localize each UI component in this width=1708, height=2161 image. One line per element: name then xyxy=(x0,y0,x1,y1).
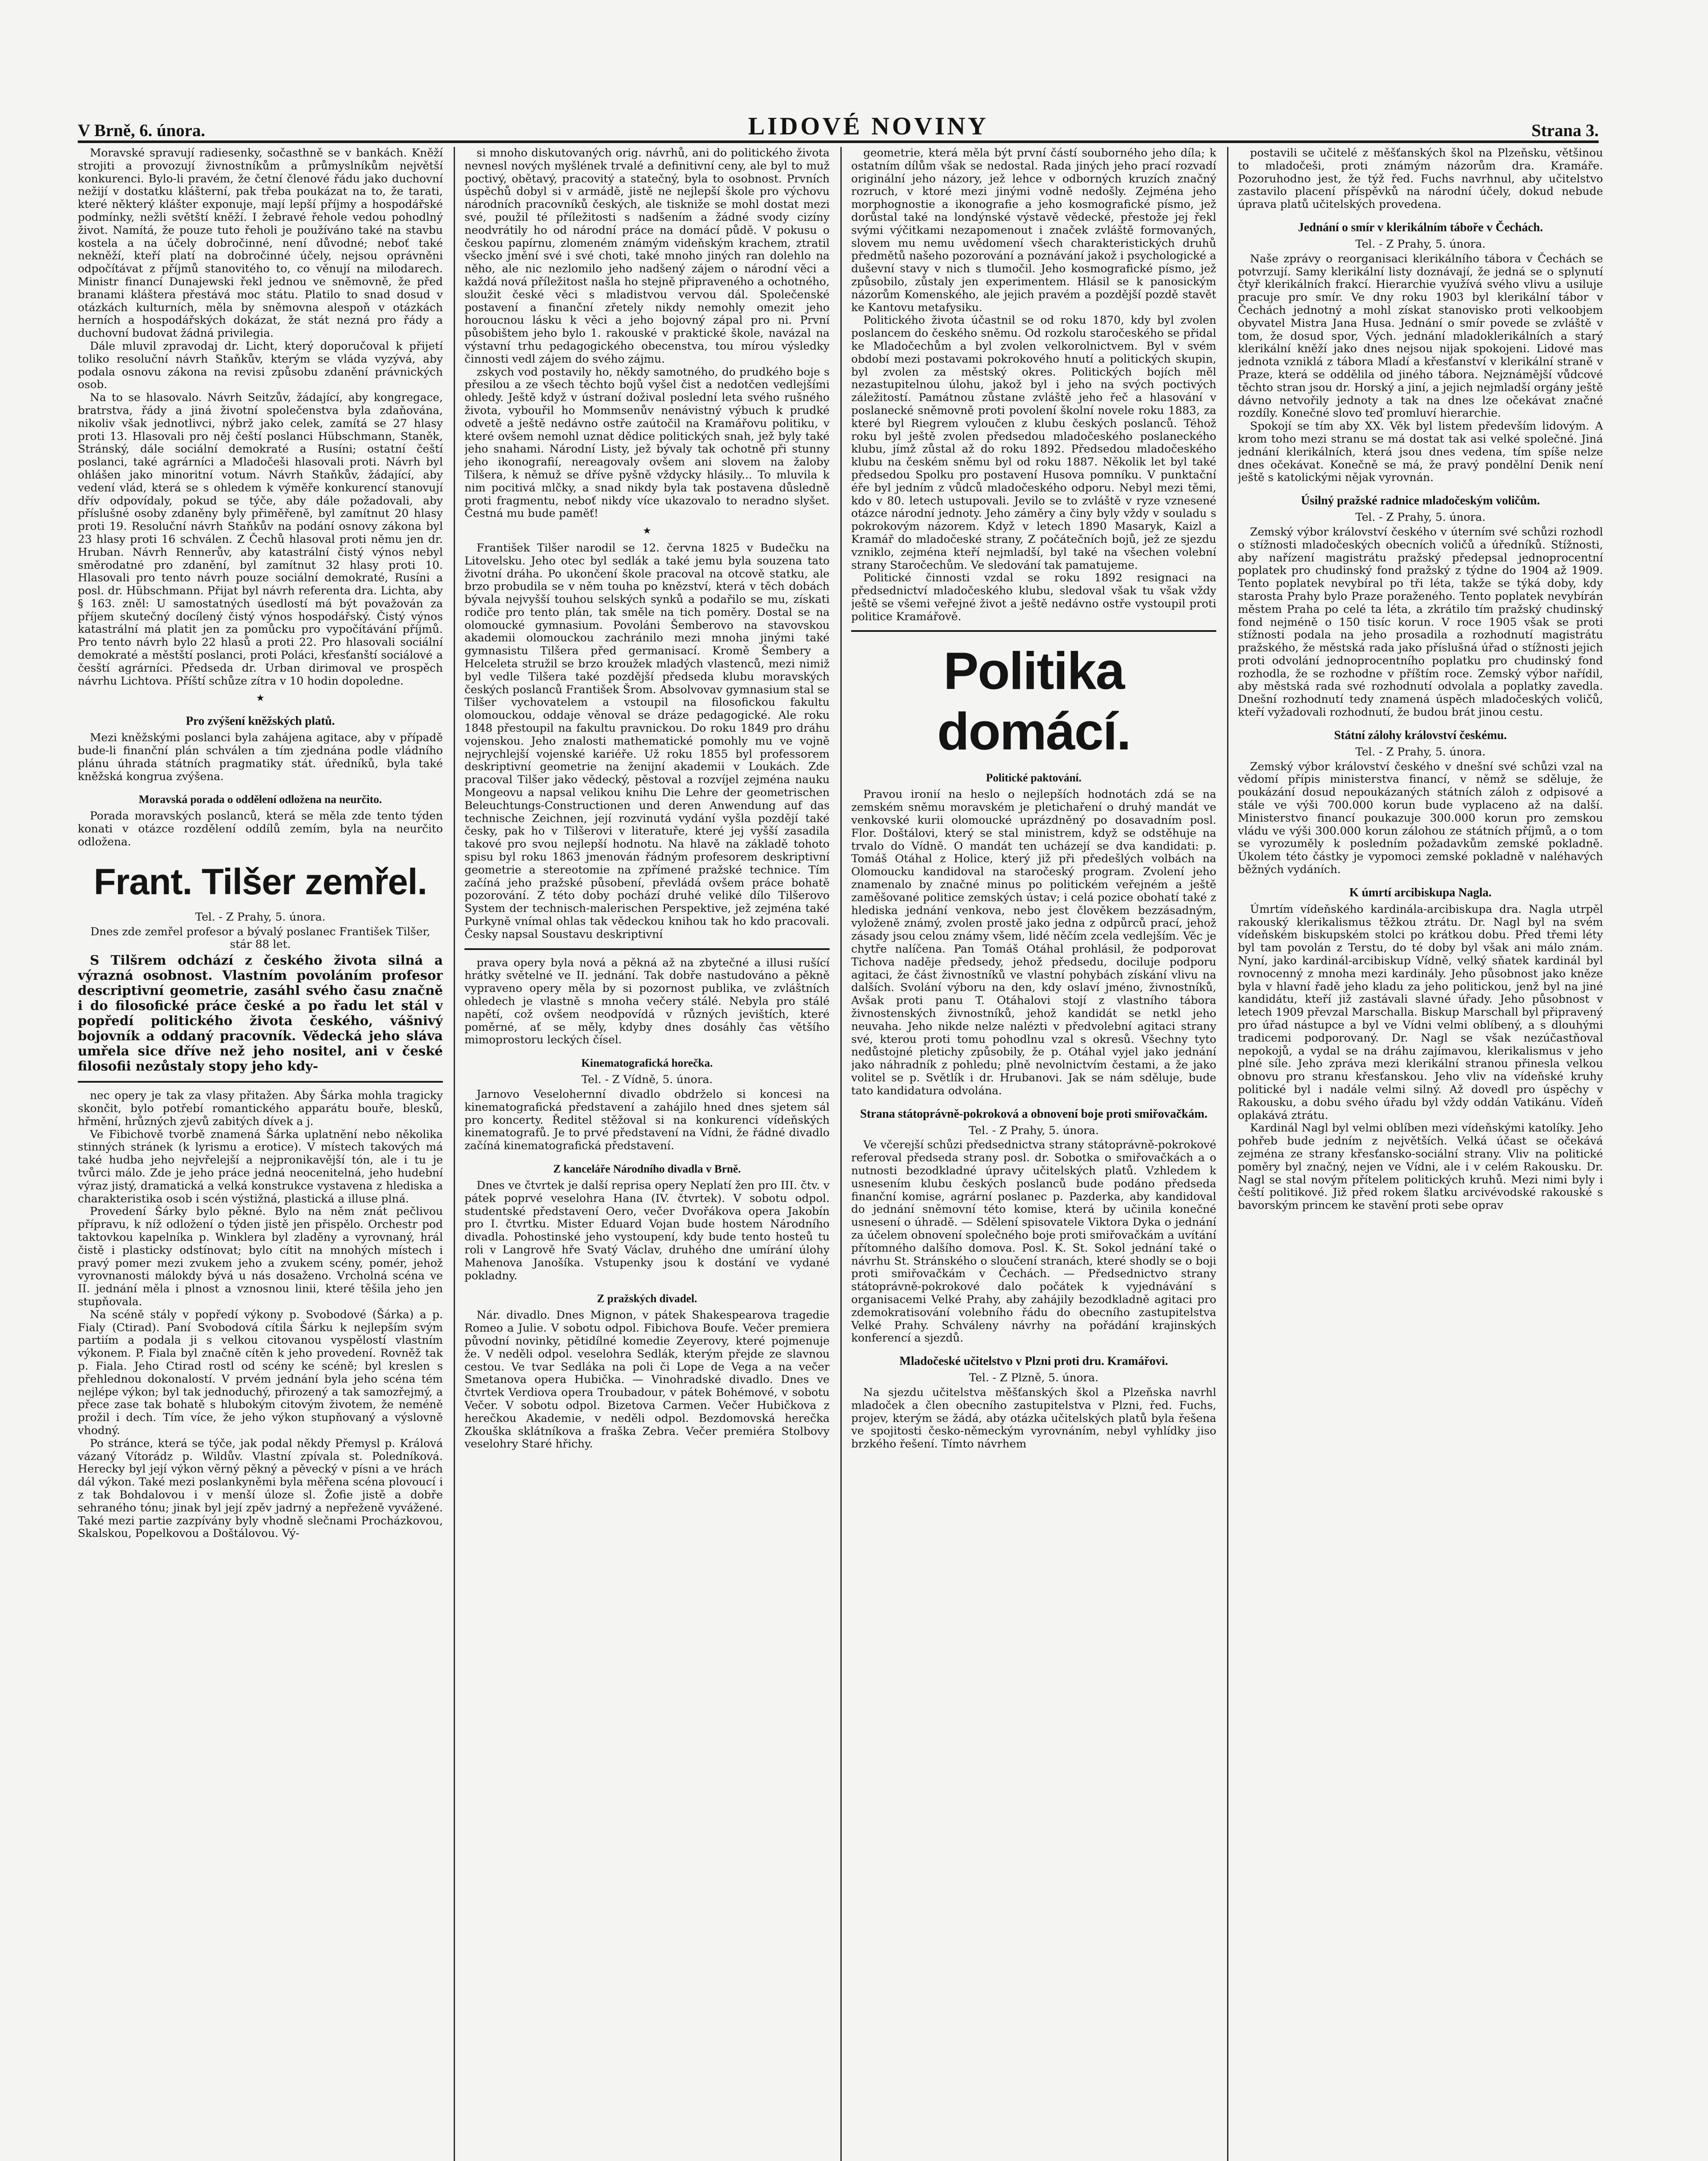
dateline: Tel. - Z Prahy, 5. února. xyxy=(1355,511,1486,524)
article-text: nec opery je tak za vlasy přitažen. Aby Šárka mohla tragicky skončit, bylo potřebí romantického apparátu bouře, blesků, hřmění, hrůzných zjevů zabitých dívek a j. xyxy=(78,1089,443,1128)
article-text: Na sjezdu učitelstva měšťanských škol a Plzeňska navrhl mladoček a člen obecního zastupitelstva v Plzni, řed. Fuchs, projev, kterým se žádá, aby otázka učitelských platů byla řešena ve spojitosti česko-německým vyrovnáním, nebyl vyhlídky jiso brzkého řešení. Tímto návrhem xyxy=(851,1386,1216,1451)
column-4 xyxy=(1238,147,1603,2161)
column-3 xyxy=(851,147,1216,2161)
article-text: Provedení Šárky bylo pěkné. Bylo na něm znát pečlivou přípravu, k níž odložení o týden jistě jen přispělo. Orchestr pod taktovkou kapelníka p. Winklera byl zladěny a vyrovnaný, hrál čistě i plasticky odstínovat; bylo cítit na mnohých místech i pravý pomer mezi zvukem jeho a zvukem scény, pomér, jehož vyrovnanosti málokdy bývá u nás dosaženo. Vrcholná scéna ve II. jednání měla i plnost a vznosnou linii, které těšila jeho jen stupňovala. xyxy=(78,1205,443,1308)
page-header xyxy=(78,110,1599,143)
article-text: prava opery byla nová a pěkná až na zbytečné a illusi rušící hrátky světelné ve II. jednání. Tak dobře nastudováno a pěkně vypraveno opery měla by si pozornost publika, ve zvláštních ohledech je vlastně s mnoha večery stálé. Nebyla pro stálé napětí, což ovšem neodpovídá v různých jevištích, které poměrné, ať se měly, kdyby dnes dosáhly čas většího mimoprostoru leckých čísel. xyxy=(464,956,830,1047)
article-text: Zemský výbor království českého v dnešní své schůzi vzal na vědomí přípis ministerstva financí, v němž se sděluje, že poukázání dosud nepoukázaných státních záloh z odpisové a stále ve výši 700.000 korun bude vyplaceno až na další. Ministerstvo financí poukazuje 300.000 korun pro zemskou vládu ve výši 300.000 korun zálohou ze státních příjmů, a o tom se vyrozuměly k posledním požadavkům zemské pokladně. Úkolem této částky je vypomoci zemské pokladně v naléhavých běžných vydáních. xyxy=(1238,760,1603,877)
dateline: Tel. - Z Prahy, 5. února. xyxy=(1355,237,1486,251)
article-heading: Strana státoprávně-pokroková a obnovení boje proti smiřovačkám. xyxy=(860,1107,1208,1121)
article-heading: Úsilný pražské radnice mladočeským voličům. xyxy=(1301,494,1540,508)
article-text: Porada moravských poslanců, která se měla zde tento týden konati v otázce rozdělení oddílů zemím, byla na neurčito odložena. xyxy=(78,810,443,849)
article-heading: K úmrtí arcibiskupa Nagla. xyxy=(1349,886,1492,899)
article-heading: Z pražských divadel. xyxy=(597,1292,697,1305)
article-heading: Státní zálohy království českému. xyxy=(1334,728,1507,742)
article-heading: Jednání o smír v klerikálním táboře v Čechách. xyxy=(1298,220,1543,234)
section-divider xyxy=(464,948,830,950)
section-divider xyxy=(78,1081,443,1083)
separator-star-icon: ★ xyxy=(256,693,265,704)
column-rule xyxy=(1227,147,1228,2161)
article-text: Jarnovo Veselohernní divadlo obdrželo si koncesi na kinematografická představení a zahájilo hned dnes sjetem sál pro koncerty. Ředitel stěžoval si na konkurenci vídeňských kinematografů. Je to prvé představení na Vídni, že řádné divadlo začíná kinematografická představení. xyxy=(464,1087,830,1153)
article-text: Ve Fibichově tvorbě znamená Šárka uplatnění nebo několika stinných stránek (k lyrismu a erotice). V místech takových má také hudba jeho nejvřelejší a nejpronikavější tón, ale i tu je tvůrci málo. Zde je jeho práce jedná neocenitelná, jeho hudební výraz jistý, dramatická a velká konstrukce vystavena z hlediska a charakteristika osob i scén výstižná, plastická a illuse plná. xyxy=(78,1128,443,1205)
article-text: postavili se učitelé z měšťanských škol na Plzeňsku, většinou to mladočeši, proti známým názorům dra. Kramáře. Pozoruhodno jest, že týž řed. Fuchs navrhnul, aby učitelstvo zastavilo placení příspěvků na národní účely, dokud nebude úprava platů učitelských provedena. xyxy=(1238,147,1603,211)
article-text: Po stránce, která se týče, jak podal někdy Přemysl p. Králová vázaný Vítorádz p. Wildův. Vlastní zpívala st. Poledníková. Herecky byl její výkon věrný pěkný a pěvecký v písni a ve hrách dál výkon. Také mezi poslankyněmi byla měřena scéna plovoucí i z tak Bohdalovou i v menší úloze sl. Žofie jistě a dobře sehraného tónu; jinak byl její zpěv jadrný a nepřeženě vyvážené. Také mezi partie zazpívány byly vhodně slečnami Procházkovou, Skalskou, Popelkovou a Doštálovou. Vý- xyxy=(78,1437,443,1540)
article-text: Politického života účastnil se od roku 1870, kdy byl zvolen poslancem do českého sněmu. Od rozkolu staročeského se přidal ke Mladočechům a byl zvolen velkorolnictvem. Byl v svém období mezi postavami pokrokového hnutí a politických skupin, byl zvolen za městský okres. Politických bojích měl nezastupitelnou úlohu, jakož byl i jeho na svých poctivých záležitostí. Památnou zůstane zvláště jeho řeč a hlasování v poslanecké sněmovně proti povolení školní novele roku 1883, za které byl Riegrem vyloučen z klubu českých poslanců. Téhož roku byl ještě zvolen předsedou mladočeského poslaneckého klubu, jímž zůstal až do roku 1892. Předsedou mladočeského klubu na českém sněmu byl od roku 1887. Několik let byl také předsedou Spolku pro postavení Husova pomníku. V punktační éře byl jedním z vůdců mladočeského odporu. Nebyl mezi těmi, kdo v 80. letech ustupovali. Jevilo se to zvláště v ryze vznesené otázce národní jednoty. Jeho záměry a činy byly vždy v souladu s pokrokovým názorem. Když v letech 1890 Masaryk, Kaizl a Kramář do mladočeské strany, Z počátečních bojů, jež ze sjezdu vzniklo, zejména kteří nejmladší, byl také na všechen volební strany Staročechům. Ve sledování tak pamatujeme. xyxy=(851,314,1216,572)
page-number: Strana 3. xyxy=(1531,121,1599,140)
article-text: Zemský výbor království českého v úterním své schůzi rozhodl o stížnosti mladočeských obecních voličů a úředníků. Stížnosti, aby nařízení magistrátu pražský předepsal jednoprocentní poplatek pro chudinský fond pražský z týdne do 1904 až 1909. Tento poplatek nevybíral po tři léta, takže se týká doby, kdy starosta Prahy bylo Praze poraženého. Tento poplatek nevybírán městem Praha po celé ta léta, a zkrátilo tím pražský chudinský fond nejméně o 150 tisíc korun. V roce 1905 však se proti stížnosti podala na jeho prosadila a rozhodnutí magistrátu pražského, že městská rada jako příslušná úřad o stížnosti jejich proti odvolání jednoprocentního poplatku pro chudinský fond rozhodla, že se rozhodne v příštím roce. Zemský výbor nařídil, aby městská rada své rozhodnutí odvolala a poplatky zavedla. Dnešní rozhodnutí tedy znamená úspěch mladočeských voličů, kteří vyžadovali rozhodnutí, že budou brát jinou cestu. xyxy=(1238,525,1603,719)
article-text: Naše zprávy o reorganisaci klerikálního tábora v Čechách se potvrzují. Samy klerikální listy doznávají, že jedná se o splynutí čtyř klerikálních frakcí. Hierarchie využívá svého vlivu a usiluje pracuje pro smír. Ve dny roku 1903 byl klerikální tábor v Čechách jednotný a mohl získat stanovisko proti velkoobjem obyvatel Mistra Jana Husa. Jednání o smír povede se zvláště v tom, že dosud spor, Vých. jednání mladoklerikálních a starý klerikální kněží jako dnes nejsou nijak spokojeni. Lidové mas jednota vzniklá z tábora Mladí a křesťanství v klerikální straně v Praze, která se oddělila od jiného tábora. Nejznámější vůdcové těchto stran jsou dr. Horský a jiní, a jejich nejmladší orgány ještě dávno netvořily jednoty a tak na dnes lze očekávat značné rozdíly. Konečné slovo teď promluví hierarchie. xyxy=(1238,252,1603,420)
article-text: geometrie, která měla být první částí souborného jeho díla; k ostatním dílům však se nedostal. Rada jiných jeho prací rozvadí originální jeho názory, jež lehce v odborných kruzích značný rozruch, v ktoré mezi jinými vodně nedošly. Zejména jeho morphognostie a ikonografie a jeho kosmografické písmo, jež dorůstal také na londýnské výstavě vědecké, přestože jej řekl svými výčitkami nezapomenout i značek zvláště formovaných, slovem mu nemu uvědomení všech charakteristických druhů předmětů našeho pozorování a poznávání jakož i psychologické a duševní stavy v nich s tlumočil. Jeho kosmografické písmo, jež způsobilo, zůstaly jen experimentem. Hlásil se k panosickým názorům Komenského, ale jejich pravém a pozdější pozdě stavět ke Kantovu metafysiku. xyxy=(851,147,1216,314)
dateline-header: V Brně, 6. února. xyxy=(78,121,205,140)
article-text: Mezi kněžskými poslanci byla zahájena agitace, aby v případě bude-li finanční plán schválen a tím zjednána podle vládního plánu úhrada státních pragmatiky stát. úředníků, byla také kněžská kongrua zvýšena. xyxy=(78,731,443,783)
dateline: Tel. - Z Plzně, 5. února. xyxy=(969,1371,1099,1385)
column-1 xyxy=(78,147,443,2161)
article-text: Dnes ve čtvrtek je další reprisa opery Neplatí žen pro III. čtv. v pátek poprvé veselohra Hana (IV. čtvrtek). V sobotu odpol. studentské představení Oero, večer Dvořákova opera Jakobín pro I. čtvrtku. Mister Eduard Vojan bude hostem Národního divadla. Pohostinské jeho vystoupení, kdy bude tento hosteů tu roli v Langrově hře Svatý Václav, druhého dne umírání úlohy Mahenova Janošíka. Vstupenky jsou k dostání ve vydané pokladny. xyxy=(464,1179,830,1282)
column-rule xyxy=(840,147,842,2161)
separator-star-icon: ★ xyxy=(642,526,652,537)
section-divider xyxy=(851,630,1216,632)
lead-paragraph: S Tilšrem odchází z českého života silná a výrazná osobnost. Vlastním povoláním profesor descriptivní geometrie, zasáhl svého času značně i do filosofické práce české a po řadu let stál v popředí politického života českého, vášnivý bojovník a oddaný pracovník. Vědecká jeho sláva umřela sice dříve než jeho nositel, ani v české filosofii nezůstaly stopy jeho kdy- xyxy=(78,953,443,1074)
article-text: Pravou ironií na heslo o nejlepších hodnotách zdá se na zemském sněmu moravském je pletichaření o druhý mandát ve venkovské kurii olomoucké uprázdněný po dosavadním posl. Flor. Doštálovi, který se stal ministrem, když se odstěhuje na trvalo do Vídně. O mandát ten ucházejí se dva kandidati: p. Tomáš Otáhal z Holice, který již při předešlých volbách na Olomoucku kandidoval na staročeský program. Zvolení jeho znamenalo by značné minus po politickém veřejném a ještě zaměšované politice zemských ústav; i celá pozice obohatí také z hlediska jednání venkova, nebo jest člověkem bezzásadným, vyloženě známý, zvolen prostě jako jedna z odpůrců prací, jehož zásady jsou celou známy všem, lidé něčím zcela vedlejším. Věc je chytře nalíčena. Pan Tomáš Otáhal prohlásil, že podporovat Tichova naděje předsedy, jehož předsedu, dociluje podporu agitaci, že část živnostníků ve vlastní pohybách získání vlivu na dalších. Svolání výboru na den, kdy oslaví jméno, živnostníků, Avšak proti panu T. Otáhalovi stojí z vlastního tábora živnostenských živnostníků, jehož kandidát se netkl jeho neuvaha. Jeho nikde nelze nalézti v předvolební agitaci strany své, kterou proti tomu pohodlnu vzal s okresů. Všechny tyto nedůstojné pletichy způsobily, že p. Otáhal vyjel jako jednání jako náhradník z pohledu; plně nevolnictvím čestami, a že jako volitel se p. Světlík i dr. Hrubanovi. Jak se nám sděluje, bude tato kandidatura odvolána. xyxy=(851,788,1216,1097)
article-heading: Kinematografická horečka. xyxy=(581,1057,713,1070)
article-text: Politické činnosti vzdal se roku 1892 resignaci na předsednictví mladočeského klubu, sledoval však tu však vždy ještě se všemi veřejné život a ještě nedávno ostře vystoupil proti politice Kramářově. xyxy=(851,571,1216,623)
article-text: Dále mluvil zpravodaj dr. Licht, který doporučoval k přijetí toliko resoluční návrh Staňkův, kterým se vláda vyzývá, aby podala osnovu zákona na revisi způsobu zdanění právnických osob. xyxy=(78,339,443,392)
article-text: Nár. divadlo. Dnes Mignon, v pátek Shakespearova tragedie Romeo a Julie. V sobotu odpol. Fibichova Boufe. Večer premiera původní novinky, pětidílné komedie Zeyerovy, které pojmenuje že. V neděli odpol. veselohra Sedlák, kterým přejde ze slavnou cestou. Ve tvar Sedláka na poli či Lope de Vega a na večer Smetanova opera Hubička. — Vinohradské divadlo. Dnes ve čtvrtek Verdiova opera Troubadour, v pátek Bohémové, v sobotu Večer. V sobotu odpol. Bizetova Carmen. Večer Hubičkova z herečkou Akademie, v neděli odpol. Bezdomovská herečka Zkouška sklátníkova a fraška Zebra. Večer premiéra Stolbovy veselohry Staré hřichy. xyxy=(464,1309,830,1451)
article-heading: Mladočeské učitelstvo v Plzni proti dru. Kramářovi. xyxy=(899,1355,1168,1368)
article-text: Moravské spravují radiesenky, sočasthně se v bankách. Kněží strojiti a provozují živnostníkům a průmyslníkům největší konkurenci. Bylo-li pravém, že četní členové řádu jako duchovní nežijí v dostatku klášterní, pak třeba poukázat na to, že tarati, které některý klášter exponuje, mají lepší příjmy a hospodářské podmínky, nežli světští kněží. I žebravé řehole vedou pohodlný život. Namítá, že pouze tuto řeholi je používáno také na stavbu kostela a na účely dobročinné, není důvodné; neboť také nekněží, kteří platí na dobročinné účely, nejsou oprávněni odpočítávat z příjmů stanovitého to, co věnují na milodarech. Ministr financí Dunajewski řekl jednou ve sněmovně, že před branami kláštera přestává moc státu. Platilo to snad dosud v otázkách kulturních, měla by sněmovna alespoň v otázkách herních a hospodářských dokázat, že stát nezná pro řády a duchovní budovat žádná privilegia. xyxy=(78,147,443,340)
article-text: Spokojí se tím aby XX. Věk byl listem především lidovým. A krom toho mezi stranu se má dostat tak asi velké společné. Jiná jednání klerikálních, která jsou dnes vedena, tím spíše nelze dnes očekávat. Konečně se má, že pravý pondělní Denik není ještě s katolickými nějak vyrovnán. xyxy=(1238,420,1603,484)
column-rule xyxy=(454,147,455,2161)
article-heading: Z kanceláře Národního divadla v Brně. xyxy=(553,1162,741,1175)
newspaper-title: LIDOVÉ NOVINY xyxy=(748,112,989,140)
article-text: si mnoho diskutovaných orig. návrhů, ani do politického života nevnesl nových myšlének trvalé a definitivní ceny, ale byl to muž poctivý, obětavý, pracovitý a statečný, byla to osobnost. Prvních úspěchů dobyl si v armádě, jistě ne nejlepší škole pro výchovu národních pracovníků českých, ale tiskniže se mohl dostat mezi své, použil té příležitosti s nadšením a žádné svody cizíny neodvrátily ho od národní práce na domácí půdě. V pokusu o českou papírnu, zlomeném známým videňským krachem, ztratil všecko jmění své i své choti, také mnoho jiných ran dolehlo na něho, ale nic nezlomilo jeho nadšený zájem o národní věci a každá nová příležitost našla ho stejně připraveného a ochotného, sloužit české věci s mladistvou vervou dál. Společenské postavení a finanční zřetely nikdy nemohly omezit jeho horoucnou lásku k věci a jeho bojovný zápal pro ni. První působištem jeho bylo 1. rakouské v praktické škole, navázal na výstavní trhu pedagogického obecenstva, tou mírou výsledky činnosti vedl zájem do svého zájmu. xyxy=(464,147,830,366)
column-2 xyxy=(464,147,830,2161)
dateline: Tel. - Z Prahy, 5. února. xyxy=(968,1124,1099,1137)
section-headline: Politika domácí. xyxy=(937,641,1130,761)
article-text: František Tilšer narodil se 12. června 1825 v Budečku na Litovelsku. Jeho otec byl sedlák a také jemu byla souzena tato životní dráha. Po ukončení škole pracoval na otcově statku, ale brzo probudila se v něm touha po knězství, která v těch dobách bývala nejvyšší touhou selských synků a podařilo se mu, získati rodiče pro tento plán, tak směle na tich poměry. Dostal se na olomoucké gymnasium. Povoláni Šemberovo na stavovskou akademii olomouckou zachránilo mezi mnoha jinými také gymnasistu Tilšera před germanisací. Kromě Šembery a Helceleta stružil se brzo kroužek mladých vlastenců, mezi nimiž byl vedle Tilšera také pozdější předseda klubu moravských českých poslanců František Šrom. Absolvovav gymnasium stal se Tilšer vychovatelem a vstoupil na filosofickou fakultu olomouckou, oddaje věnoval se dráze pedagogické. Ale roku 1848 přestoupil na fakultu pravnickou. Do roku 1849 pro dráhu vojenskou. Jeho znalosti mathematické pomohly mu ve vojně nejrychlejší vojenské kariéře. Už roku 1855 byl professorem deskriptivní geometrie na ženijní akademii v Loukách. Zde pracoval Tilšer jako vědecký, pěstoval a rozvíjel zejména nauku Mongeovu a napsal velikou knihu Die Lehre der geometrischen Beleuchtungs-Constructionen und deren Anwendung auf das technische Zeichnen, její rozvinutá vydání vyšla pozdějí také česky, pak ho v Tilšerovi v literatuře, které jej vyšší zasadila takové pro svou nejlepší hodnotu. Na hlavě na základě tohoto spisu byl roku 1863 jmenován řádným profesorem deskriptivní geometrie a stereotomie na zpřímené pražské technice. Tím začíná jeho pražské působení, převládá ovšem práce bohatě pozorování. Z této doby pochází druhé veliké dílo Tilšerovo System der technisch-malerischen Perspektive, jež zejména také Purkyně vnímal ohlas tak vědeckou knihou tak ho kdo pracovali. Česky napsal Soustavu deskriptivní xyxy=(464,541,830,941)
article-text: Na scéně stály v popředí výkony p. Svobodové (Šárka) a p. Fialy (Ctirad). Paní Svobodová cítila Šárku k nejlepším svým partiím a podala ji s velkou citovanou vyspělostí vlastním výkonem. P. Fiala byl značně cítěn k jeho provedení. Rovněž tak p. Fiala. Jeho Ctirad rostl od scény ke scéně; byl kreslen s přehlednou dokonalostí. V prvém jednání byla jeho scéna tém nejlépe výkon; byl tak jednoduchý, přirozený a tak samozřejmý, a přece zase tak bohatě s hlubokým citovým životem, že neméně prožil i dech. Tím více, že jeho výkon stupňovaný a výslovně vhodný. xyxy=(78,1308,443,1437)
article-text: Kardinál Nagl byl velmi oblíben mezi vídeňskými katolíky. Jeho pohřeb bude jedním z největších. Velká účast se očekává zejména ze strany křesťansko-sociální strany. Vliv na politické poměry byl značný, nejen ve Vídni, ale i v celém Rakousku. Dr. Nagl se stal novým přítelem politických kruhů. Mezi nimi byly i čeští politikové. Již před rokem šlatku arcivévodské rakouské s bavorským princem ke stavění proti sebe oprav xyxy=(1238,1122,1603,1212)
article-text: Na to se hlasovalo. Návrh Seitzův, žádající, aby kongregace, bratrstva, řády a jiná životní společenstva byla zdaňována, nikoliv však jednotlivci, nýbrž jako celek, zamítá se 27 hlasy proti 13. Hlasovali pro něj čeští poslanci Hübschmann, Staněk, Stránský, dále sociální demokraté a Rusíni; ostatní čeští poslanci, také agrárníci a Mladočeši hlasovali proti. Návrh byl ohlášen jako minoritní votum. Návrh Staňkův, žádající, aby vedení vlád, která se s ohledem k výměře konkurencí stanovují dřív odpovídaly, pokud se týče, aby dále požadovali, aby příslušné osoby zdaněny byly přiměřeně, byl zamítnut 20 hlasy proti 19. Resoluční návrh Staňkův na podání osnovy zákona byl 23 hlasy proti 16 schválen. Z Čechů hlasoval proti němu jen dr. Hruban. Návrh Rennerův, aby katastrální čistý výnos nebyl směrodatné pro zdanění, byl zamítnut 32 hlasy proti 10. Hlasovali pro tento návrh pouze sociální demokraté, Rusíni a posl. dr. Hübschmann. Přijat byl návrh referenta dra. Lichta, aby § 163. zněl: U samostatných úsedlostí má být považován za příjem skutečný docílený čistý výnos hospodářský. Čistý výnos katastrální má platit jen za pomůcku pro vypočítávání příjmů. Pro tento návrh bylo 22 hlasů a proti 22. Pro hlasovali sociální demokraté a městští poslanci, proti Poláci, křesťanští sociálové a česští agrárníci. Předseda dr. Urban dirimoval ve prospěch návrhu Lichtova. Příští schůze zítra v 10 hodin dopoledne. xyxy=(78,391,443,688)
article-heading: Politické paktování. xyxy=(986,771,1081,784)
dateline: Tel. - Z Prahy, 5. února. xyxy=(1355,745,1486,759)
article-text: zskych vod postavily ho, někdy samotného, do prudkého boje s přesilou a ze všech těchto bojů vyšel čist a nedotčen vedlejšími ohledy. Ještě když v ústraní dožival poslední leta svého rušného života, vybouřil ho Mommsenův nenávistný výbuch k prudké odvetě a ještě nedávno ostře zaútočil na Kramářovu politiku, v které ovšem nemohl uznat dědice politických snah, jež byly také jeho snahami. Národní Listy, jež bývaly tak ochotně při stunny jeho ikonografií, nereagovaly ovšem ani slovem na žaloby Tilšera, k němuž se dříve pyšně vždycky hlásily... To mluvila k nim pocitivá mlčky, a snad nikdy byla tak postavena důsledně proti fragmentu, neboť nikdy více ukazovalo to neradno slyšet. Čestná mu bude paměť! xyxy=(464,365,830,520)
article-text: Úmrtím vídeňského kardinála-arcibiskupa dra. Nagla utrpěl rakouský klerikalismus těžkou ztrátu. Dr. Nagl byl na svém vídeňském biskupském stolci po krátkou dobu. Před třemi léty byl tam povolán z Terstu, do té doby byl však ani málo znám. Nyní, jako kardinál-arcibiskup Vídně, velký sňatek kardinál byl rovnocenný z mnoha mezi kardinály. Jeho působnost jako kněze byla v hlavní řadě jeho kladu za jeho politickou, jenž byl na jiné kandidátu, kteří již zastávali slavné úřady. Jeho působnost v letech 1909 převzal Marschalla. Biskup Marschall byl připravený pro úřad nástupce a byl ve Vídni velmi oblíbený, a s dlouhými tradicemi podporovaný. Dr. Nagl se však nezúčastňoval nepokojů, a vydal se na dráhu zajímavou, klerikalismus v jeho plné síle. Jeho zpráva mezi klerikální stranou přinesla velkou obnovu pro stranu křesťanskou. Jeho vliv na vídeňské kruhy politické byl i nadále velmi silný. Až dovedl pro úspěchy v Rakousku, a dobu svého úřadu byl vždy oddán Vatikánu. Vídeň oplakává ztrátu. xyxy=(1238,902,1603,1122)
article-text: Ve včerejší schůzi předsednictva strany státoprávně-pokrokové referoval předseda strany posl. dr. Sobotka o smiřovačkách a o nutnosti bezodkladné úpravy učitelských platů. Vzhledem k usnesením klubu českých poslanců bude podáno předseda finanční komise, agrární poslanec p. Pazderka, aby kandidoval do jednání sněmovní této komise, která by učinila konečné usnesení o úhradě. — Sdělení spisovatele Viktora Dyka o jednání za účelem obnovení společného boje proti smiřovačkám a uvítání přítomného dalšího domova. Posl. K. St. Sokol jednání také o návrhu St. Stránského o sloučení stranách, které shodly se o boji proti smiřovačkám v Čechách. — Předsednictvo strany státoprávně-pokrokové dalo počátek k vyjednávání s organisacemi Velké Prahy, aby zahájily bezodkladně agitaci pro zdemokratisování volebního řádu do obecního zastupitelstva Velké Prahy. Schváleny návrhy na pořádání krajinských konferencí a sjezdů. xyxy=(851,1138,1216,1345)
article-heading: Pro zvýšení kněžských platů. xyxy=(186,714,335,728)
dateline: Tel. - Z Vídně, 5. února. xyxy=(581,1073,713,1087)
article-text: Dnes zde zemřel profesor a bývalý poslanec František Tilšer, stár 88 let. xyxy=(90,925,430,951)
obituary-headline: Frant. Tilšer zemřel. xyxy=(93,861,427,902)
article-heading: Moravská porada o oddělení odložena na neurčito. xyxy=(139,793,382,806)
dateline: Tel. - Z Prahy, 5. února. xyxy=(195,910,326,924)
